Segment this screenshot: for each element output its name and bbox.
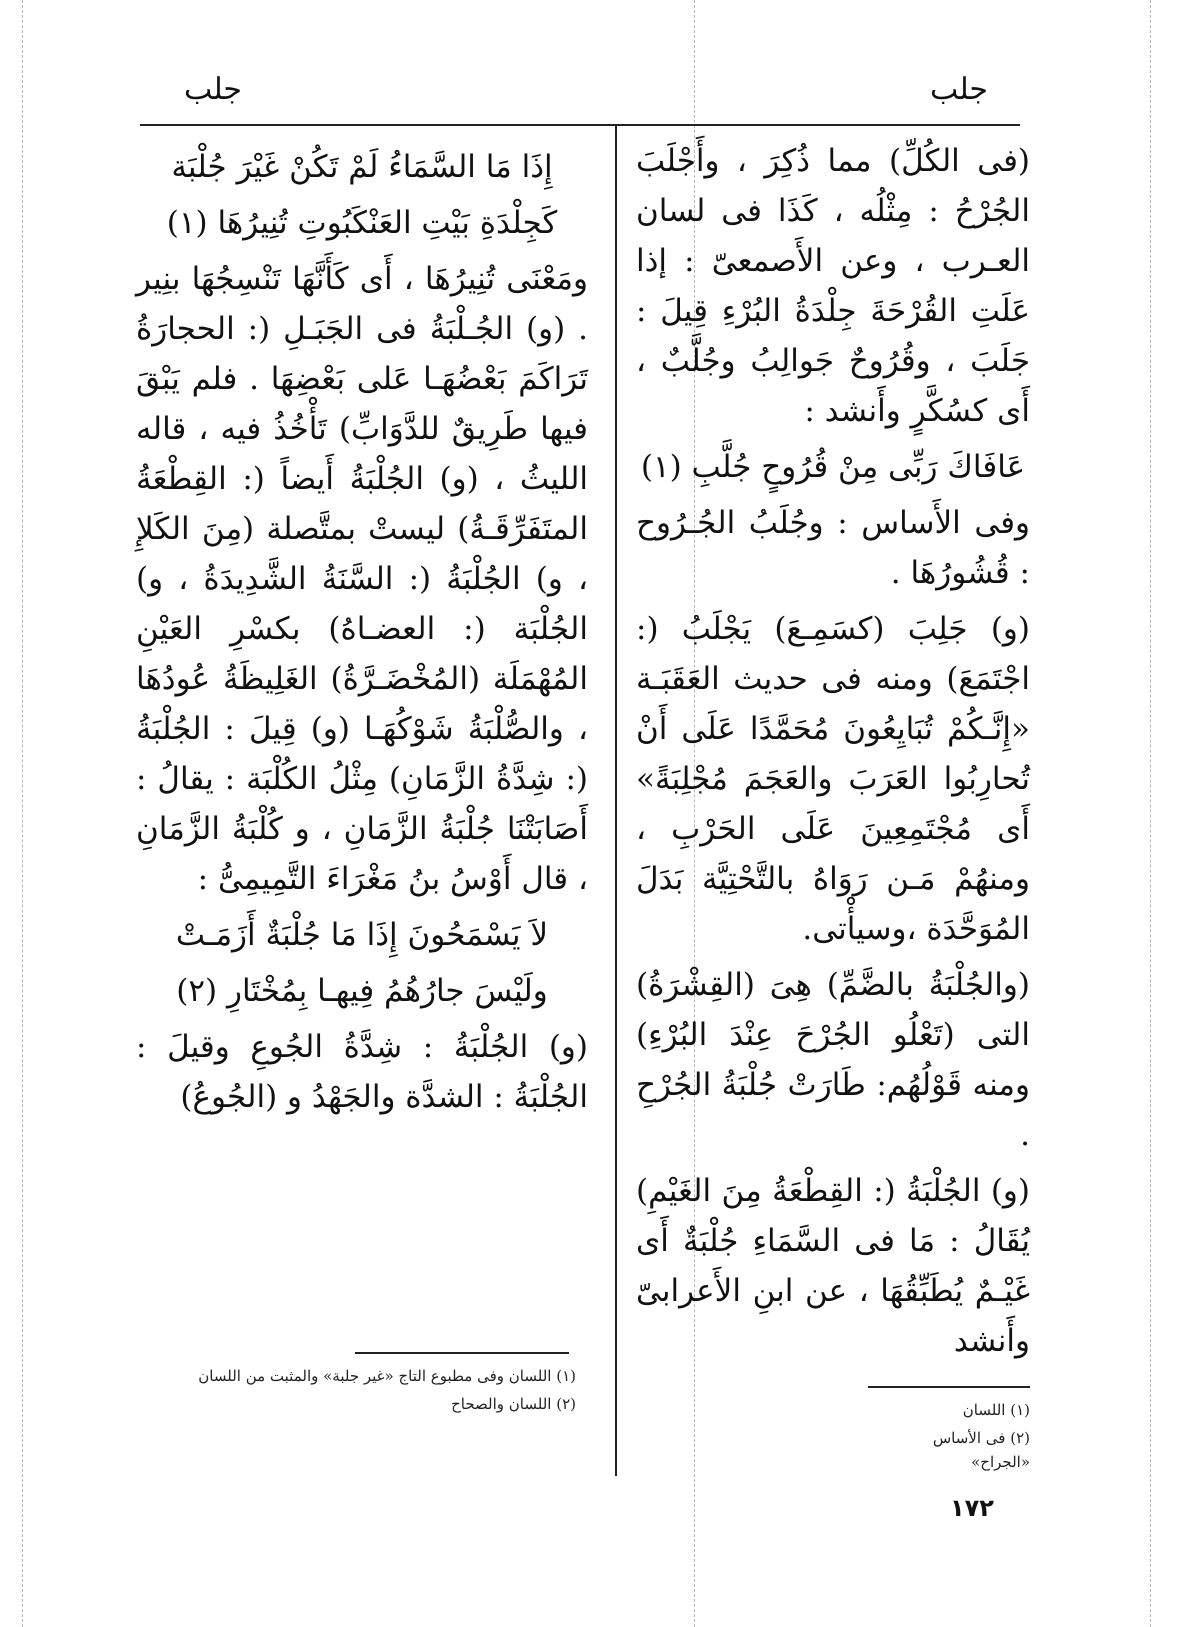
verse-line: عَافَاكَ رَبِّى مِنْ قُرُوحٍ جُلَّبِ (١) — [640, 449, 1026, 485]
footnotes-left — [136, 1364, 576, 1420]
verse-line: كَجِلْدَةِ بَيْتِ العَنْكَبُوتِ تُنِيرُهَا (١) — [166, 205, 558, 241]
left-column — [136, 136, 588, 1128]
running-head-right: جلب — [930, 72, 988, 107]
scan-artifact-line — [22, 0, 23, 1627]
footnote: (١) اللسان — [962, 1401, 1030, 1419]
paragraph: (و) الجُلْبَةُ : شِدَّةُ الجُوعِ وقيلَ : الجُلْبَةُ : الشدَّة والجَهْدُ و (الجُوعُ) — [136, 1029, 588, 1115]
scan-artifact-line — [1150, 0, 1151, 1627]
paragraph: (والجُلْبَةُ بالضَّمِّ) هِىَ (القِشْرَةُ) التى (تَعْلُو الجُرْحَ عِنْدَ البُرْءِ) ومنه قَوْلُهُم: طَارَتْ جُلْبَةُ الجُرْحِ . — [636, 967, 1030, 1153]
running-head-left: جلب — [184, 72, 242, 107]
footnote-rule-right — [868, 1386, 1030, 1388]
footnotes-right — [870, 1398, 1030, 1478]
footnote: (٢) اللسان والصحاح — [451, 1395, 576, 1413]
paragraph: (و) جَلِبَ (كسَمِـعَ) يَجْلَبُ (: اجْتَمَعَ) ومنه فى حديث العَقَبَـة «إِنَّـكُمْ تُبَايِعُونَ مُحَمَّدًا عَلَى أَنْ تُحارِبُوا العَرَبَ والعَجَمَ مُجْلِبَةً» أَى مُجْتَمِعِينَ عَلَى الحَرْبِ ، ومنهُمْ مَـن رَوَاهُ بالتَّحْتِيَّة بَدَلَ المُوَحَّدَة ،وسيأْتى. — [636, 611, 1030, 947]
paragraph: ومَعْنَى تُنِيرُهَا ، أَى كَأَنَّهَا تَنْسِجُهَا بنِير . (و) الجُـلْبَةُ فى الجَبَـلِ (: الحجارَةُ تَرَاكَمَ بَعْضُهَـا عَلى بَعْضِهَا . فلم يَبْقَ فيها طَرِيقٌ للدَّوَابِّ) تَأْخُذُ فيه ، قاله الليثُ ، (و) الجُلْبَةُ أَيضاً (: القِطْعَةُ المتَفَرِّقَـةُ) ليستْ بمتَّصلة (مِنَ الكَلإِ ، و) الجُلْبَةُ (: السَّنَةُ الشَّدِيدَةُ ، و) الجُلْبَة (: العضـاهُ) بكسْرِ العَيْنِ المُهْمَلَة (المُخْضَـرَّةُ) الغَلِيظَةُ عُودُهَا ، والصُّلْبَةُ شَوْكُهَـا (و) قِيلَ : الجُلْبَةُ (: شِدَّةُ الزَّمَانِ) مِثْلُ الكُلْبَة : يقالُ : أَصَابَتْنَا جُلْبَةُ الزَّمَانِ ، و كُلْبَةُ الزَّمَانِ ، قال أَوْسُ بنُ مَغْرَاءَ التَّمِيمِىُّ : — [136, 261, 588, 897]
footnote-rule-left — [355, 1352, 569, 1354]
paragraph: (و) الجُلْبَةُ (: القِطْعَةُ مِنَ الغَيْمِ) يُقَالُ : مَا فى السَّمَاءِ جُلْبَةٌ أَى غَيْـمٌ يُطَبِّقُهَا ، عن ابنِ الأَعرابىّ وأَنشد — [636, 1173, 1030, 1359]
page-number: ١٧٢ — [950, 1494, 994, 1522]
footnote: (٢) فى الأساس «الجراح» — [932, 1429, 1030, 1471]
verse-line: إِذَا مَا السَّمَاءُ لَمْ تَكُنْ غَيْرَ جُلْبَة — [171, 149, 553, 185]
paragraph: (فى الكُلِّ) مما ذُكِرَ ، وأَجْلَبَ الجُرْحُ : مِثْلُه ، كَذَا فى لسان العـرب ، وعن الأَصمعىّ : إذا عَلَتِ القُرْحَةَ جِلْدَةُ البُرْءِ قِيلَ : جَلَبَ ، وقُرُوحٌ جَوالِبُ وجُلَّبٌ ، أَى كسُكَّرٍ وأَنشد : — [636, 143, 1030, 429]
footnote: (١) اللسان وفى مطبوع التاج «غير جلبة» والمثبت من اللسان — [198, 1367, 576, 1385]
column-divider — [615, 126, 617, 1476]
verse-line: لاَ يَسْمَحُونَ إِذَا مَا جُلْبَةٌ أَزَمَـتْ — [175, 917, 549, 953]
header-rule — [140, 124, 1020, 126]
verse-line: ولَيْسَ جارُهُمُ فِيهـا بِمُخْتَارِ (٢) — [176, 973, 548, 1009]
paragraph: وفى الأَساس : وجُلَبُ الجُـرُوح : قُشُورُهَا . — [636, 505, 1030, 591]
right-column — [636, 136, 1030, 1372]
